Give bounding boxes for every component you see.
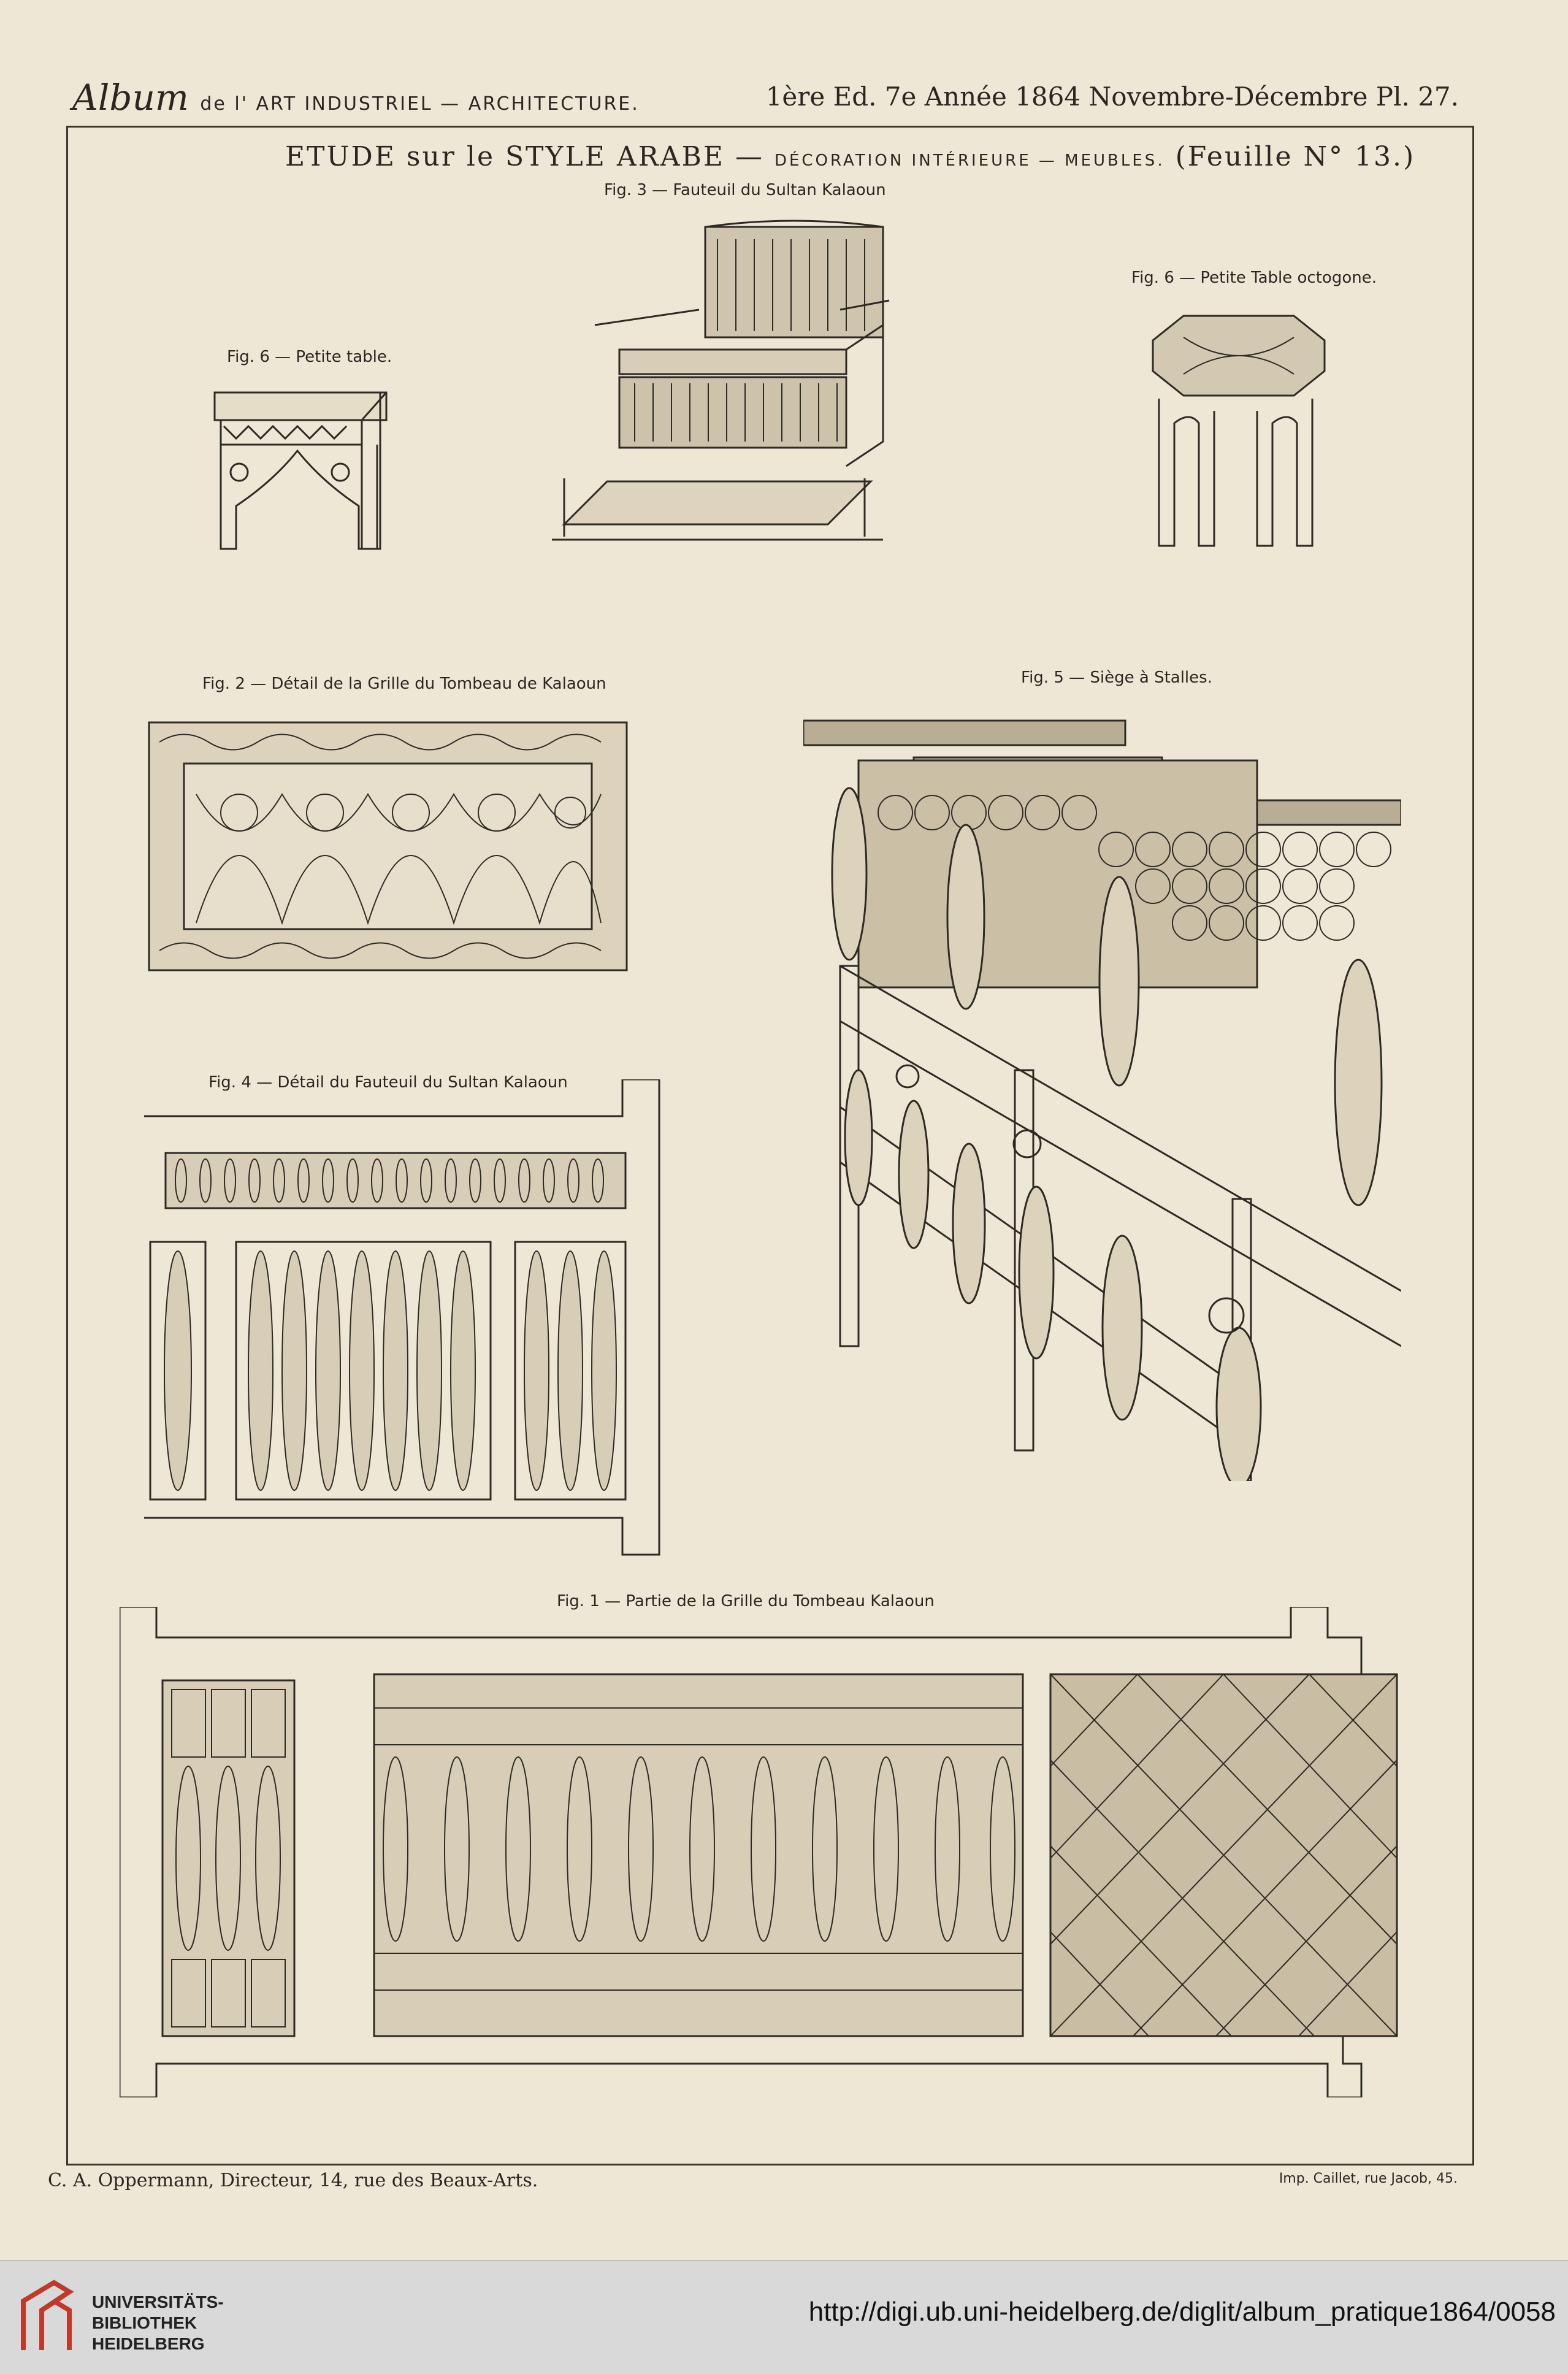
library-line-2: BIBLIOTHEK [92,2313,197,2332]
library-name [92,2292,224,2354]
figure-siege-stalles [803,714,1401,1481]
caption-fig3: Fig. 3 — Fauteuil du Sultan Kalaoun [604,181,886,199]
title-sub: DÉCORATION INTÉRIEURE — MEUBLES. [774,151,1165,170]
figure-table-octogone [1147,313,1331,552]
plate-title [285,141,1415,172]
library-line-3: HEIDELBERG [92,2334,205,2353]
header-album [72,77,640,118]
caption-fig2: Fig. 2 — Détail de la Grille du Tombeau de Kalaoun [202,675,606,693]
library-logo-icon [17,2276,75,2356]
figure-fauteuil [552,215,969,555]
figure-grille-detail [147,721,629,972]
caption-fig4: Fig. 4 — Détail du Fauteuil du Sultan Kalaoun [208,1073,568,1092]
caption-fig6-octagon: Fig. 6 — Petite Table octogone. [1131,269,1377,287]
footer-printer: Imp. Caillet, rue Jacob, 45. [1279,2171,1458,2186]
figure-fauteuil-detail [144,1079,662,1558]
header-edition: 1ère Ed. 7e Année 1864 Novembre-Décembre Pl. 27. [765,82,1459,112]
album-title: Album [72,77,189,118]
caption-fig6-table: Fig. 6 — Petite table. [227,348,392,366]
figure-petite-table [212,389,389,558]
source-url-link[interactable]: http://digi.ub.uni-heidelberg.de/diglit/album_pratique1864/0058 [808,2297,1556,2327]
title-sheet: (Feuille N° 13.) [1175,141,1416,172]
figure-grille-tombeau [120,1607,1463,2097]
caption-fig5: Fig. 5 — Siège à Stalles. [1021,668,1212,687]
footer-publisher: C. A. Oppermann, Directeur, 14, rue des Beaux-Arts. [48,2170,538,2191]
library-bar [0,2260,1568,2374]
title-main: ETUDE sur le STYLE ARABE — [285,141,764,172]
album-subtitle: de l' ART INDUSTRIEL — ARCHITECTURE. [200,93,640,115]
library-line-1: UNIVERSITÄTS- [92,2292,224,2311]
caption-fig1: Fig. 1 — Partie de la Grille du Tombeau Kalaoun [557,1592,935,1610]
